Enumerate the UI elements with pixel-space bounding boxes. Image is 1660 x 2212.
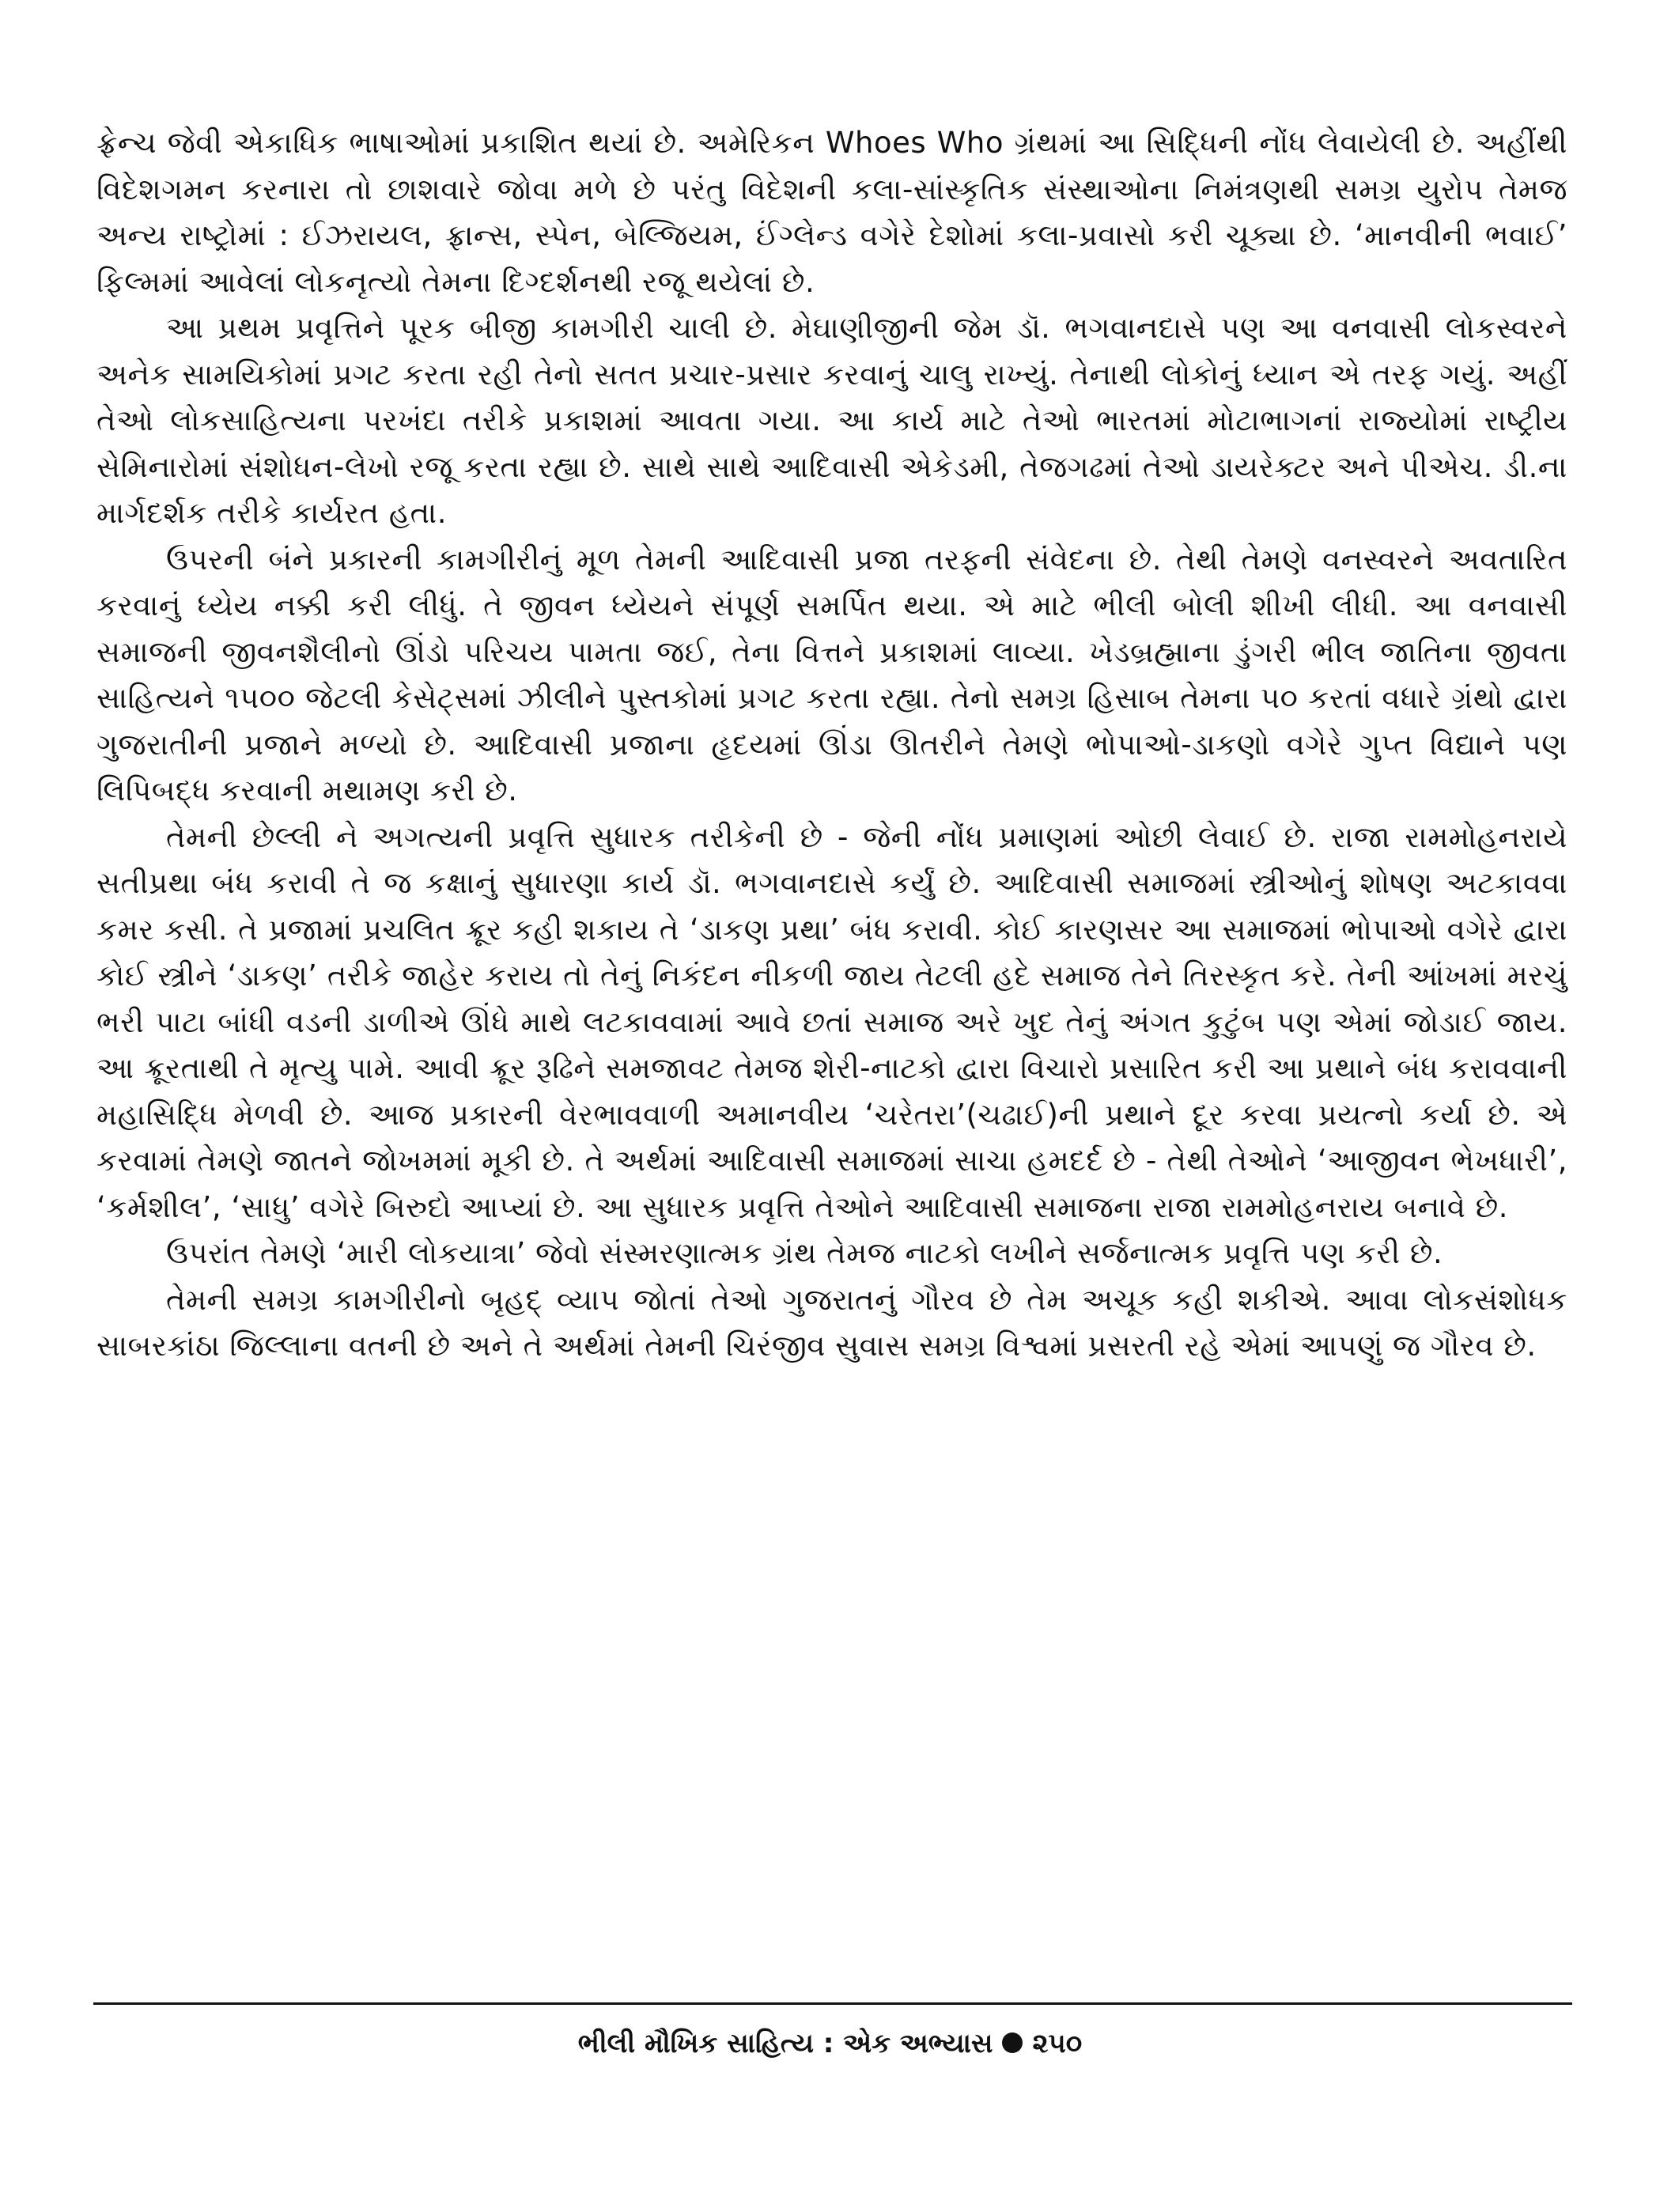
page-number: ૨૫૦ bbox=[1032, 2028, 1083, 2059]
footer-book-title: ભીલી મૌખિક સાહિત્ય : એક અભ્યાસ bbox=[577, 2028, 993, 2059]
body-text bbox=[96, 120, 1567, 1370]
paragraph-6: તેમની સમગ્ર કામગીરીનો બૃહદ્ વ્યાપ જોતાં તેઓ ગુજરાતનું ગૌરવ છે તેમ અચૂક કહી શકીએ. આવા લોકસંશોધક સાબરકાંઠા જિલ્લાના વતની છે અને તે અર્થમાં તેમની ચિરંજીવ સુવાસ સમગ્ર વિશ્વમાં પ્રસરતી રહે એમાં આપણું જ ગૌરવ છે. bbox=[96, 1282, 1567, 1363]
paragraph-2: આ પ્રથમ પ્રવૃત્તિને પૂરક બીજી કામગીરી ચાલી છે. મેઘાણીજીની જેમ ડૉ. ભગવાનદાસે પણ આ વનવાસી લોકસ્વરને અનેક સામયિકોમાં પ્રગટ કરતા રહી તેનો સતત પ્રચાર-પ્રસાર કરવાનું ચાલુ રાખ્યું. તેનાથી લોકોનું ધ્યાન એ તરફ ગયું. અહીં તેઓ લોકસાહિત્યના પરખંદા તરીકે પ્રકાશમાં આવતા ગયા. આ કાર્ય માટે તેઓ ભારતમાં મોટાભાગનાં રાજ્યોમાં રાષ્ટ્રીય સેમિનારોમાં સંશોધન-લેખો રજૂ કરતા રહ્યા છે. સાથે સાથે આદિવાસી એકેડમી, તેજગઢમાં તેઓ ડાયરેક્ટર અને પીએચ. ડી.ના માર્ગદર્શક તરીકે કાર્યરત હતા. bbox=[96, 311, 1567, 530]
page-footer bbox=[0, 2025, 1660, 2063]
footer-divider bbox=[93, 2002, 1572, 2005]
bullet-icon bbox=[1002, 2032, 1023, 2053]
paragraph-3: ઉપરની બંને પ્રકારની કામગીરીનું મૂળ તેમની આદિવાસી પ્રજા તરફની સંવેદના છે. તેથી તેમણે વનસ્વરને અવતારિત કરવાનું ધ્યેય નક્કી કરી લીધું. તે જીવન ધ્યેયને સંપૂર્ણ સમર્પિત થયા. એ માટે ભીલી બોલી શીખી લીધી. આ વનવાસી સમાજની જીવનશૈલીનો ઊંડો પરિચય પામતા જઈ, તેના વિત્તને પ્રકાશમાં લાવ્યા. ખેડબ્રહ્માના ડુંગરી ભીલ જાતિના જીવતા સાહિત્યને ૧૫૦૦ જેટલી કેસેટ્સમાં ઝીલીને પુસ્તકોમાં પ્રગટ કરતા રહ્યા. તેનો સમગ્ર હિસાબ તેમના ૫૦ કરતાં વધારે ગ્રંથો દ્વારા ગુજરાતીની પ્રજાને મળ્યો છે. આદિવાસી પ્રજાના હૃદયમાં ઊંડા ઊતરીને તેમણે ભોપાઓ-ડાકણો વગેરે ગુપ્ત વિદ્યાને પણ લિપિબદ્ધ કરવાની મથામણ કરી છે. bbox=[96, 542, 1567, 807]
paragraph-4: તેમની છેલ્લી ને અગત્યની પ્રવૃત્તિ સુધારક તરીકેની છે - જેની નોંધ પ્રમાણમાં ઓછી લેવાઈ છે. રાજા રામમોહનરાયે સતીપ્રથા બંધ કરાવી તે જ કક્ષાનું સુધારણા કાર્ય ડૉ. ભગવાનદાસે કર્યું છે. આદિવાસી સમાજમાં સ્ત્રીઓનું શોષણ અટકાવવા કમર કસી. તે પ્રજામાં પ્રચલિત ક્રૂર કહી શકાય તે ‘ડાકણ પ્રથા’ બંધ કરાવી. કોઈ કારણસર આ સમાજમાં ભોપાઓ વગેરે દ્વારા કોઈ સ્ત્રીને ‘ડાકણ’ તરીકે જાહેર કરાય તો તેનું નિકંદન નીકળી જાય તેટલી હદે સમાજ તેને તિરસ્કૃત કરે. તેની આંખમાં મરચું ભરી પાટા બાંધી વડની ડાળીએ ઊંધે માથે લટકાવવામાં આવે છતાં સમાજ અરે ખુદ તેનું અંગત કુટુંબ પણ એમાં જોડાઈ જાય. આ ક્રૂરતાથી તે મૃત્યુ પામે. આવી ક્રૂર રૂઢિને સમજાવટ તેમજ શેરી-નાટકો દ્વારા વિચારો પ્રસારિત કરી આ પ્રથાને બંધ કરાવવાની મહાસિદ્ધિ મેળવી છે. આજ પ્રકારની વેરભાવવાળી અમાનવીય ‘ચરેતરા’(ચઢાઈ)ની પ્રથાને દૂર કરવા પ્રયત્નો કર્યા છે. એ કરવામાં તેમણે જાતને જોખમમાં મૂકી છે. તે અર્થમાં આદિવાસી સમાજમાં સાચા હમદર્દ છે - તેથી તેઓને ‘આજીવન ભેખધારી’, ‘કર્મશીલ’, ‘સાધુ’ વગેરે બિરુદો આપ્યાં છે. આ સુધારક પ્રવૃત્તિ તેઓને આદિવાસી સમાજના રાજા રામમોહનરાય બનાવે છે. bbox=[96, 819, 1567, 1224]
paragraph-5: ઉપરાંત તેમણે ‘મારી લોકયાત્રા’ જેવો સંસ્મરણાત્મક ગ્રંથ તેમજ નાટકો લખીને સર્જનાત્મક પ્રવૃત્તિ પણ કરી છે. bbox=[166, 1236, 1443, 1270]
paragraph-1: ફ્રેન્ચ જેવી એકાધિક ભાષાઓમાં પ્રકાશિત થયાં છે. અમેરિકન Whoes Who ગ્રંથમાં આ સિદ્ધિની નોંધ લેવાયેલી છે. અહીંથી વિદેશગમન કરનારા તો છાશવારે જોવા મળે છે પરંતુ વિદેશની કલા-સાંસ્કૃતિક સંસ્થાઓના નિમંત્રણથી સમગ્ર યુરોપ તેમજ અન્ય રાષ્ટ્રોમાં : ઈઝરાયલ, ફ્રાન્સ, સ્પેન, બેલ્જિયમ, ઈંગ્લેન્ડ વગેરે દેશોમાં કલા-પ્રવાસો કરી ચૂક્યા છે. ‘માનવીની ભવાઈ’ ફિલ્મમાં આવેલાં લોકનૃત્યો તેમના દિગ્દર્શનથી રજૂ થયેલાં છે. bbox=[96, 126, 1567, 299]
